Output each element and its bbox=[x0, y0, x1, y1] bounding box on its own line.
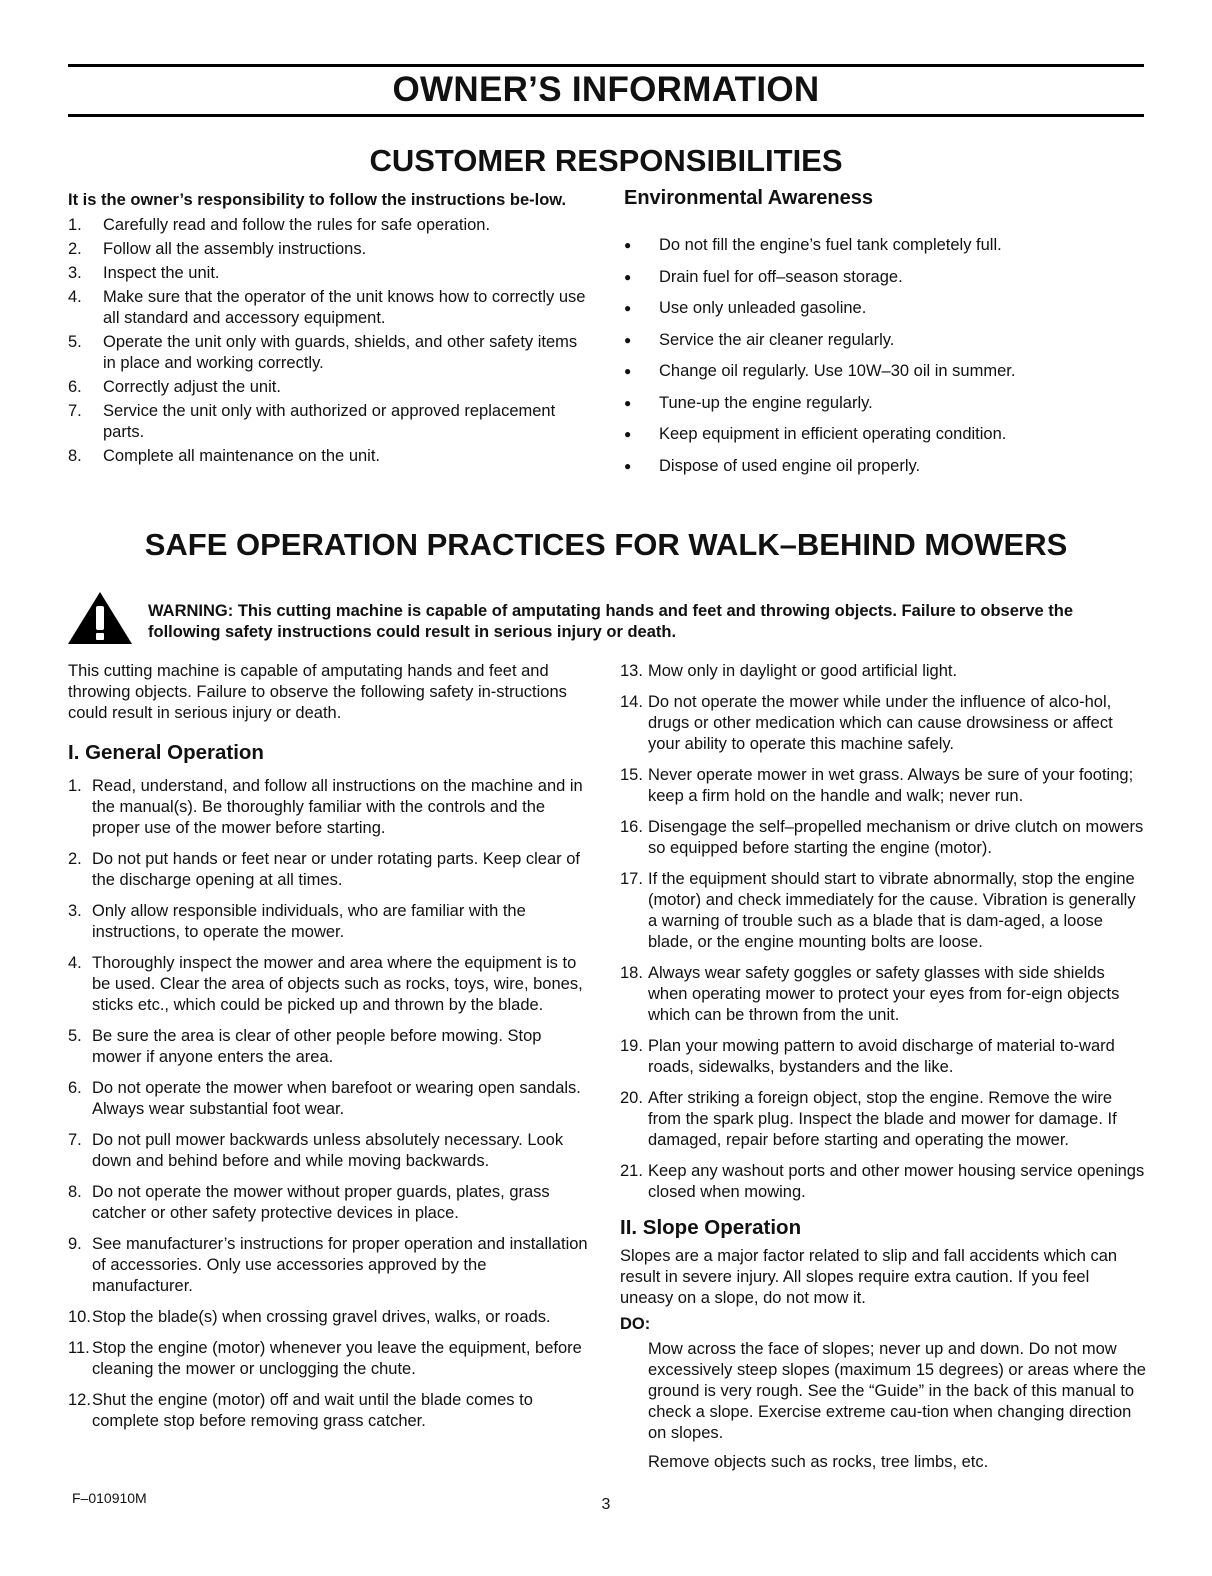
list-item bbox=[68, 1078, 588, 1120]
list-item bbox=[68, 1390, 588, 1432]
warning-triangle-icon bbox=[66, 590, 134, 646]
item-number: 9. bbox=[68, 1235, 82, 1253]
owner-intro: It is the owner’s responsibility to follow the instructions be-low. bbox=[68, 191, 567, 209]
item-number: 8. bbox=[68, 1183, 82, 1201]
item-text: Carefully read and follow the rules for safe operation. bbox=[103, 216, 491, 234]
item-text: Do not operate the mower when barefoot or wearing open sandals. Always wear substantial foot wear. bbox=[92, 1079, 581, 1118]
item-number: 5. bbox=[68, 1027, 82, 1045]
owner-responsibilities bbox=[68, 190, 590, 470]
page-number: 3 bbox=[601, 1496, 611, 1513]
do-label: DO: bbox=[620, 1315, 651, 1333]
bullet-item: ● Drain fuel for off–season storage. bbox=[624, 267, 1144, 288]
item-number: 19. bbox=[620, 1037, 643, 1055]
list-item bbox=[68, 287, 590, 329]
document-code: F–010910M bbox=[72, 1490, 147, 1506]
page-title: OWNER’S INFORMATION bbox=[392, 70, 820, 109]
do-item: Remove objects such as rocks, tree limbs, etc. bbox=[648, 1453, 989, 1471]
item-number: 14. bbox=[620, 693, 643, 711]
item-text: If the equipment should start to vibrate abnormally, stop the engine (motor) and check immediately for the cause. Vibration is generally a warning of trouble such as a blade that is dam-aged, a loose blade, or the engine mounting bolts are loose. bbox=[648, 870, 1136, 951]
item-number: 10. bbox=[68, 1308, 91, 1326]
bullet-item: ● Service the air cleaner regularly. bbox=[624, 330, 1144, 351]
general-operation-list-right bbox=[620, 661, 1146, 1203]
item-text: Read, understand, and follow all instructions on the machine and in the manual(s). Be thoroughly familiar with the controls and the proper use of the mower before starting. bbox=[92, 777, 583, 837]
safe-operation-left-column bbox=[68, 661, 588, 1442]
item-text: Make sure that the operator of the unit knows how to correctly use all standard and accessory equipment. bbox=[103, 288, 586, 327]
list-item bbox=[68, 215, 590, 236]
list-item bbox=[68, 776, 588, 839]
list-item bbox=[68, 239, 590, 260]
item-number: 13. bbox=[620, 662, 643, 680]
list-item bbox=[620, 1036, 1146, 1078]
list-item bbox=[68, 901, 588, 943]
item-text: Thoroughly inspect the mower and area where the equipment is to be used. Clear the area of objects such as rocks, toys, wire, bones, sticks etc., which could be picked up and thrown by the blade. bbox=[92, 954, 583, 1014]
slope-intro: Slopes are a major factor related to slip and fall accidents which can result in severe injury. All slopes require extra caution. If you feel uneasy on a slope, do not mow it. bbox=[620, 1247, 1118, 1307]
general-operation-title: I. General Operation bbox=[68, 741, 264, 764]
item-number: 11. bbox=[68, 1339, 90, 1357]
bullet-item: ● Tune-up the engine regularly. bbox=[624, 393, 1144, 414]
list-item bbox=[68, 849, 588, 891]
item-number: 1. bbox=[68, 777, 82, 795]
list-item bbox=[68, 446, 590, 467]
item-number: 18. bbox=[620, 964, 643, 982]
safe-operation-heading: SAFE OPERATION PRACTICES FOR WALK–BEHIND MOWERS bbox=[144, 527, 1068, 562]
item-text: Stop the engine (motor) whenever you leave the equipment, before cleaning the mower or unclogging the chute. bbox=[92, 1339, 582, 1378]
safe-operation-right-column bbox=[620, 661, 1146, 1481]
item-number: 4. bbox=[68, 288, 82, 306]
item-text: Shut the engine (motor) off and wait until the blade comes to complete stop before removing grass catcher. bbox=[92, 1391, 533, 1430]
owner-list bbox=[68, 215, 590, 467]
list-item bbox=[68, 1307, 588, 1328]
warning-text: WARNING: This cutting machine is capable of amputating hands and feet and throwing objects. Failure to observe the following safety instructions could result in serious injury or death. bbox=[148, 602, 1074, 641]
general-operation-list-left bbox=[68, 776, 588, 1432]
item-text: Do not operate the mower while under the influence of alco-hol, drugs or other medication which can cause drowsiness or affect your ability to operate this machine safely. bbox=[648, 693, 1113, 753]
item-text: Always wear safety goggles or safety glasses with side shields when operating mower to protect your eyes from for-eign objects which can be thrown from the unit. bbox=[648, 964, 1120, 1024]
list-item bbox=[68, 332, 590, 374]
list-item bbox=[68, 1182, 588, 1224]
slope-operation-title: II. Slope Operation bbox=[620, 1216, 802, 1239]
do-list bbox=[620, 1339, 1146, 1473]
item-text: See manufacturer’s instructions for proper operation and installation of accessories. Only use accessories approved by the manufacturer. bbox=[92, 1235, 588, 1295]
item-number: 21. bbox=[620, 1162, 643, 1180]
item-number: 6. bbox=[68, 1079, 82, 1097]
title-underline-rule bbox=[68, 114, 1144, 117]
bullet-item: ● Do not fill the engine’s fuel tank completely full. bbox=[624, 235, 1144, 256]
item-text: Stop the blade(s) when crossing gravel drives, walks, or roads. bbox=[92, 1308, 551, 1326]
item-number: 20. bbox=[620, 1089, 643, 1107]
list-item bbox=[68, 1338, 588, 1380]
item-text: Follow all the assembly instructions. bbox=[103, 240, 367, 258]
item-number: 5. bbox=[68, 333, 82, 351]
item-text: Be sure the area is clear of other people before mowing. Stop mower if anyone enters the area. bbox=[92, 1027, 542, 1066]
list-item bbox=[620, 692, 1146, 755]
list-item bbox=[620, 1161, 1146, 1203]
item-text: Keep any washout ports and other mower housing service openings closed when mowing. bbox=[648, 1162, 1145, 1201]
list-item bbox=[620, 817, 1146, 859]
item-number: 16. bbox=[620, 818, 643, 836]
item-text: Service the unit only with authorized or approved replacement parts. bbox=[103, 402, 556, 441]
list-item bbox=[68, 401, 590, 443]
item-text: After striking a foreign object, stop the engine. Remove the wire from the spark plug. Inspect the blade and mower for damage. If damaged, repair before starting and operating the mower. bbox=[648, 1089, 1117, 1149]
item-text: Inspect the unit. bbox=[103, 264, 220, 282]
item-text: Do not put hands or feet near or under rotating parts. Keep clear of the discharge opening at all times. bbox=[92, 850, 580, 889]
bullet-item: ● Dispose of used engine oil properly. bbox=[624, 456, 1144, 477]
customer-responsibilities-heading: CUSTOMER RESPONSIBILITIES bbox=[369, 143, 843, 178]
item-text: Do not pull mower backwards unless absolutely necessary. Look down and behind before and while moving backwards. bbox=[92, 1131, 564, 1170]
item-text: Operate the unit only with guards, shields, and other safety items in place and working correctly. bbox=[103, 333, 578, 372]
item-number: 7. bbox=[68, 1131, 82, 1149]
item-number: 3. bbox=[68, 264, 82, 282]
environmental-title: Environmental Awareness bbox=[624, 187, 873, 209]
item-number: 6. bbox=[68, 378, 82, 396]
item-number: 1. bbox=[68, 216, 82, 234]
item-text: Disengage the self–propelled mechanism or drive clutch on mowers so equipped before starting the engine (motor). bbox=[648, 818, 1144, 857]
item-number: 2. bbox=[68, 240, 82, 258]
item-text: Only allow responsible individuals, who are familiar with the instructions, to operate the mower. bbox=[92, 902, 526, 941]
list-item bbox=[620, 869, 1146, 953]
bullet-item: ● Keep equipment in efficient operating condition. bbox=[624, 424, 1144, 445]
item-number: 15. bbox=[620, 766, 643, 784]
item-number: 3. bbox=[68, 902, 82, 920]
top-rule bbox=[68, 64, 1144, 67]
list-item bbox=[68, 1234, 588, 1297]
item-text: Never operate mower in wet grass. Always be sure of your footing; keep a firm hold on the handle and walk; never run. bbox=[648, 766, 1134, 805]
item-text: Complete all maintenance on the unit. bbox=[103, 447, 381, 465]
item-text: Plan your mowing pattern to avoid discharge of material to-ward roads, sidewalks, bystanders and the like. bbox=[648, 1037, 1115, 1076]
bullet-item: ● Use only unleaded gasoline. bbox=[624, 298, 1144, 319]
safe-operation-intro: This cutting machine is capable of amputating hands and feet and throwing objects. Failure to observe the following safety in-structions could result in serious injury or death. bbox=[68, 662, 567, 722]
do-item: Mow across the face of slopes; never up and down. Do not mow excessively steep slopes (maximum 15 degrees) or areas where the ground is very rough. See the “Guide” in the back of this manual to check a slope. Exercise extreme cau-tion when changing direction on slopes. bbox=[648, 1340, 1146, 1442]
list-item bbox=[68, 263, 590, 284]
item-number: 4. bbox=[68, 954, 82, 972]
list-item bbox=[620, 1088, 1146, 1151]
list-item bbox=[620, 963, 1146, 1026]
list-item bbox=[620, 765, 1146, 807]
environmental-list bbox=[624, 235, 1144, 477]
item-number: 7. bbox=[68, 402, 82, 420]
list-item bbox=[68, 1130, 588, 1172]
list-item bbox=[620, 661, 1146, 682]
list-item bbox=[68, 953, 588, 1016]
item-number: 17. bbox=[620, 870, 643, 888]
item-text: Correctly adjust the unit. bbox=[103, 378, 281, 396]
item-text: Do not operate the mower without proper guards, plates, grass catcher or other safety protective devices in place. bbox=[92, 1183, 550, 1222]
item-number: 12. bbox=[68, 1391, 91, 1409]
environmental-awareness bbox=[624, 188, 1144, 487]
list-item bbox=[68, 1026, 588, 1068]
item-text: Mow only in daylight or good artificial light. bbox=[648, 662, 958, 680]
bullet-item: ● Change oil regularly. Use 10W–30 oil in summer. bbox=[624, 361, 1144, 382]
item-number: 2. bbox=[68, 850, 82, 868]
item-number: 8. bbox=[68, 447, 82, 465]
list-item bbox=[68, 377, 590, 398]
